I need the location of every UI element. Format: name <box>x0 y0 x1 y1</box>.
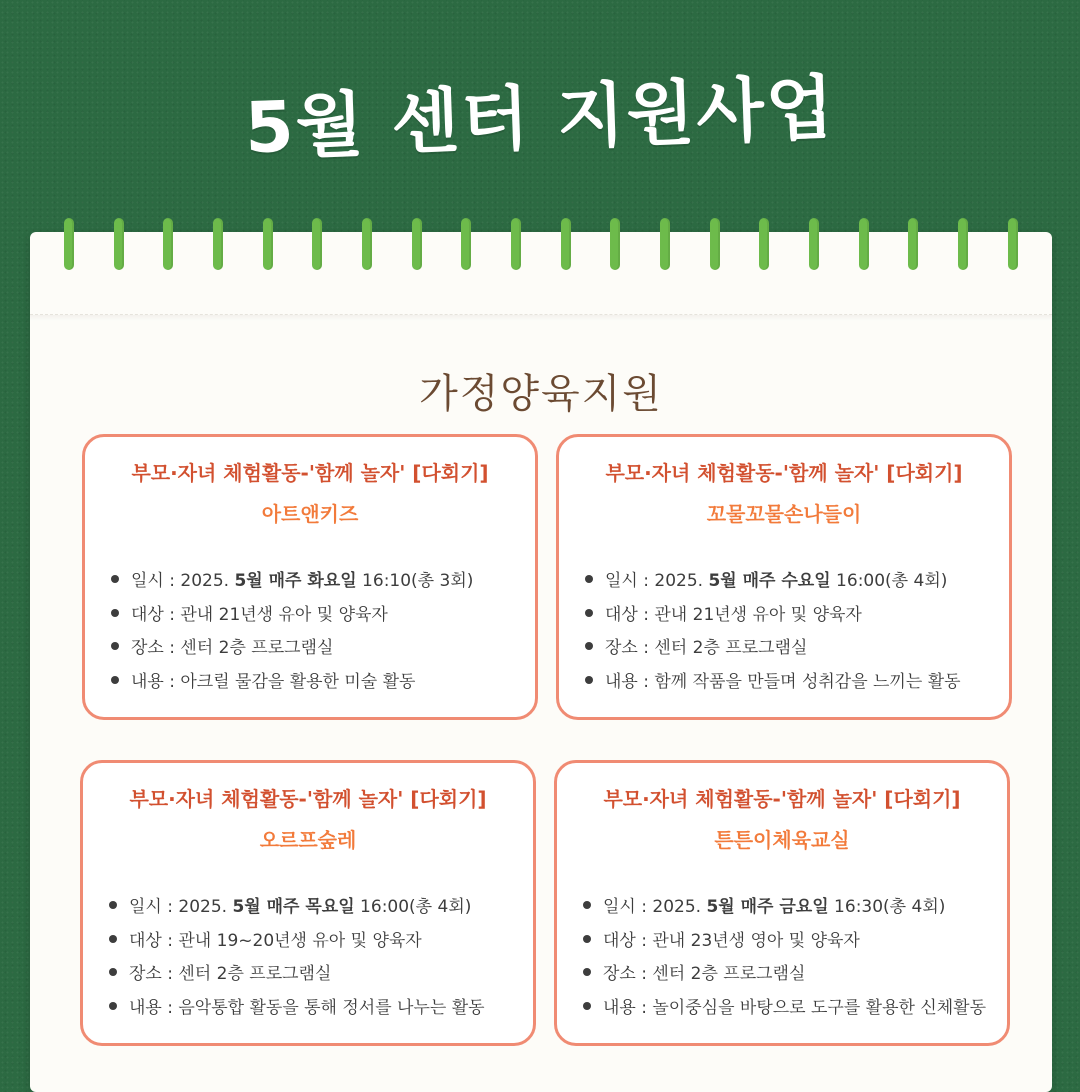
card-details <box>109 891 485 1025</box>
detail-content: 내용 : 함께 작품을 만들며 성취감을 느끼는 활동 <box>585 666 961 700</box>
detail-date: 일시 : 2025. 5월 매주 화요일 16:10(총 3회) <box>111 565 473 599</box>
detail-date: 일시 : 2025. 5월 매주 목요일 16:00(총 4회) <box>109 891 485 925</box>
detail-place: 장소 : 센터 2층 프로그램실 <box>583 958 986 992</box>
detail-content: 내용 : 놀이중심을 바탕으로 도구를 활용한 신체활동 <box>583 992 986 1026</box>
notepad-paper <box>30 232 1052 1092</box>
card-details <box>585 565 961 699</box>
program-card <box>80 760 536 1046</box>
detail-target: 대상 : 관내 19~20년생 유아 및 양육자 <box>109 925 485 959</box>
program-card <box>554 760 1010 1046</box>
program-card <box>82 434 538 720</box>
program-card <box>556 434 1012 720</box>
card-program-name: 튼튼이체육교실 <box>714 828 850 852</box>
section-title: 가정양육지원 <box>419 371 663 417</box>
card-program-name: 아트앤키즈 <box>261 502 359 526</box>
card-program-name: 꼬물꼬물손나들이 <box>706 502 862 526</box>
card-heading: 부모·자녀 체험활동-'함께 놀자' [다회기] <box>131 461 489 485</box>
card-heading: 부모·자녀 체험활동-'함께 놀자' [다회기] <box>605 461 963 485</box>
detail-place: 장소 : 센터 2층 프로그램실 <box>111 632 473 666</box>
detail-content: 내용 : 음악통합 활동을 통해 정서를 나누는 활동 <box>109 992 485 1026</box>
card-program-name: 오르프숲레 <box>259 828 357 852</box>
notepad-binding <box>64 218 1018 270</box>
detail-target: 대상 : 관내 21년생 유아 및 양육자 <box>111 599 473 633</box>
tear-line <box>30 314 1052 321</box>
card-details <box>583 891 986 1025</box>
detail-content: 내용 : 아크릴 물감을 활용한 미술 활동 <box>111 666 473 700</box>
card-heading: 부모·자녀 체험활동-'함께 놀자' [다회기] <box>129 787 487 811</box>
page-title: 5월 센터 지원사업 <box>243 66 837 170</box>
detail-date: 일시 : 2025. 5월 매주 금요일 16:30(총 4회) <box>583 891 986 925</box>
detail-place: 장소 : 센터 2층 프로그램실 <box>585 632 961 666</box>
detail-target: 대상 : 관내 23년생 영아 및 양육자 <box>583 925 986 959</box>
card-details <box>111 565 473 699</box>
detail-place: 장소 : 센터 2층 프로그램실 <box>109 958 485 992</box>
detail-date: 일시 : 2025. 5월 매주 수요일 16:00(총 4회) <box>585 565 961 599</box>
card-heading: 부모·자녀 체험활동-'함께 놀자' [다회기] <box>603 787 961 811</box>
detail-target: 대상 : 관내 21년생 유아 및 양육자 <box>585 599 961 633</box>
